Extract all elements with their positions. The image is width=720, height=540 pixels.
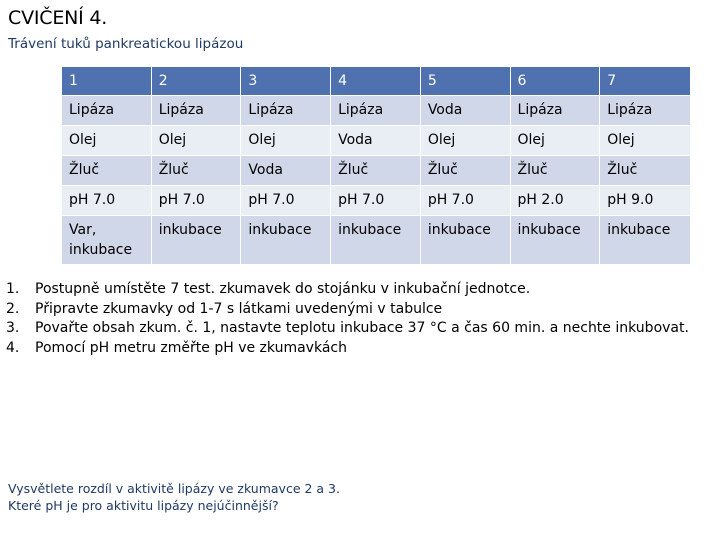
question-line-1: Vysvětlete rozdíl v aktivitě lipázy ve zkumavce 2 a 3. xyxy=(8,481,340,496)
step-text: Postupně umístěte 7 test. zkumavek do stojánku v inkubační jednotce. xyxy=(35,281,531,297)
table-row-enzyme xyxy=(62,96,690,126)
table-cell: Voda xyxy=(241,156,331,186)
table-cell: Žluč xyxy=(331,156,421,186)
table-cell: pH 7.0 xyxy=(62,186,152,216)
instruction-step xyxy=(6,319,689,339)
page-subtitle: Trávení tuků pankreatickou lipázou xyxy=(8,36,244,52)
step-text: Připravte zkumavky od 1-7 s látkami uvedenými v tabulce xyxy=(35,300,443,317)
table-cell: Žluč xyxy=(62,156,152,186)
header-cell-tube-7: 7 xyxy=(600,67,690,96)
table-cell: inkubace xyxy=(421,216,511,265)
step-number: 4. xyxy=(6,339,20,356)
header-cell-tube-6: 6 xyxy=(511,67,601,96)
table-cell: Lipáza xyxy=(331,96,421,126)
step-number: 2. xyxy=(6,300,20,317)
table-cell: inkubace xyxy=(152,216,242,265)
page-title: CVIČENÍ 4. xyxy=(8,7,108,29)
experiment-table xyxy=(62,67,690,265)
table-cell: Olej xyxy=(511,126,601,156)
header-cell-tube-5: 5 xyxy=(421,67,511,96)
table-cell: Lipáza xyxy=(152,96,242,126)
question-line-2: Které pH je pro aktivitu lipázy nejúčinnější? xyxy=(8,498,279,513)
instruction-step xyxy=(6,280,689,300)
table-cell: Olej xyxy=(241,126,331,156)
table-cell: pH 9.0 xyxy=(600,186,690,216)
table-cell: Žluč xyxy=(152,156,242,186)
table-cell: Lipáza xyxy=(241,96,331,126)
table-cell: Voda xyxy=(331,126,421,156)
question-block xyxy=(8,480,340,514)
header-cell-tube-3: 3 xyxy=(241,67,331,96)
table-cell: pH 7.0 xyxy=(421,186,511,216)
table-cell: inkubace xyxy=(511,216,601,265)
table-cell: Žluč xyxy=(600,156,690,186)
table-cell: Olej xyxy=(421,126,511,156)
instruction-step xyxy=(6,339,689,359)
table-row-oil xyxy=(62,126,690,156)
table-cell: inkubace xyxy=(241,216,331,265)
table-cell: inkubace xyxy=(331,216,421,265)
table-cell: pH 7.0 xyxy=(152,186,242,216)
table-cell: Olej xyxy=(600,126,690,156)
step-text: Povařte obsah zkum. č. 1, nastavte teplotu inkubace 37 °C a čas 60 min. a nechte inkubovat. xyxy=(35,320,689,336)
table-cell: Lipáza xyxy=(600,96,690,126)
table-cell: Žluč xyxy=(421,156,511,186)
table-cell: Žluč xyxy=(511,156,601,186)
instruction-list xyxy=(6,280,689,358)
table-cell: Voda xyxy=(421,96,511,126)
step-number: 1. xyxy=(6,281,20,297)
step-text: Pomocí pH metru změřte pH ve zkumavkách xyxy=(35,339,347,356)
table-cell: Lipáza xyxy=(511,96,601,126)
table-cell: pH 2.0 xyxy=(511,186,601,216)
table-cell: pH 7.0 xyxy=(241,186,331,216)
table-cell: Var, inkubace xyxy=(62,216,152,265)
table-row-ph xyxy=(62,186,690,216)
table-cell: Olej xyxy=(62,126,152,156)
header-cell-tube-1: 1 xyxy=(62,67,152,96)
table-cell: pH 7.0 xyxy=(331,186,421,216)
header-cell-tube-4: 4 xyxy=(331,67,421,96)
header-cell-tube-2: 2 xyxy=(152,67,242,96)
table-cell: Lipáza xyxy=(62,96,152,126)
table-row-bile xyxy=(62,156,690,186)
table-cell: Olej xyxy=(152,126,242,156)
table-header-row xyxy=(62,67,690,96)
table-row-incubation xyxy=(62,216,690,265)
table-cell: inkubace xyxy=(600,216,690,265)
instruction-step xyxy=(6,300,689,320)
step-number: 3. xyxy=(6,320,20,336)
